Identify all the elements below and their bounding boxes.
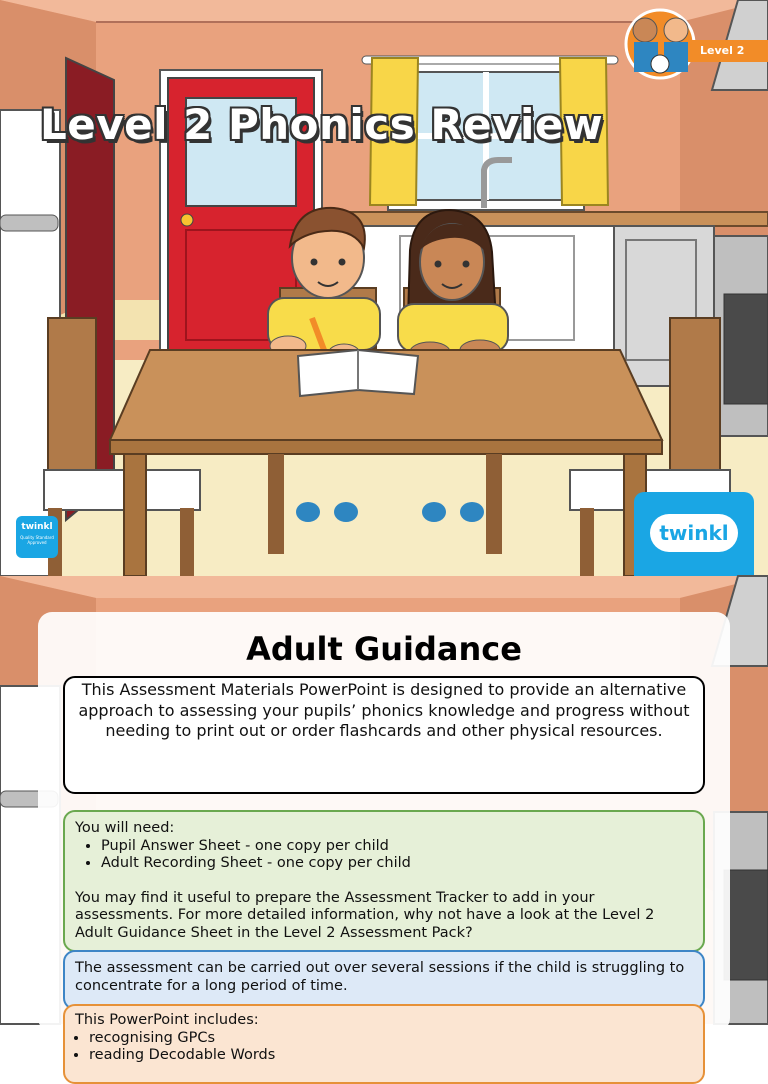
preparation-note: You may find it useful to prepare the Assessment Tracker to add in your assessments. For more detailed information, why not have a look at the Level 2 Adult Guidance Sheet in the Level 2 Assessment Pack? [75, 889, 655, 941]
twinkl-logo-text: twinkl [650, 514, 738, 552]
list-item: • recognising GPCs [89, 1030, 693, 1048]
slide-title: Level 2 Phonics Review [40, 100, 604, 149]
badge-brand: twinkl [21, 522, 53, 532]
includes-list [75, 1030, 693, 1065]
you-will-need-label: You will need: [75, 820, 175, 836]
includes-box [63, 1004, 705, 1084]
guidance-heading: Adult Guidance [246, 630, 522, 668]
guidance-card [38, 612, 730, 1063]
you-will-need-list [75, 838, 693, 873]
includes-label: This PowerPoint includes: [75, 1012, 259, 1028]
level-tab: Level 2 [688, 40, 768, 62]
list-item: • Pupil Answer Sheet - one copy per child [101, 838, 693, 856]
badge-caption: Quality Standard Approved [20, 535, 54, 545]
list-item: • reading Decodable Words [89, 1047, 693, 1065]
intro-text: This Assessment Materials PowerPoint is designed to provide an alternative approach to assessing your pupils’ phonics knowledge and progress without needing to print out or order flashcards and other physical resources. [78, 680, 690, 740]
you-will-need-box [63, 810, 705, 952]
sessions-box [63, 950, 705, 1010]
twinkl-logo [634, 492, 754, 576]
adult-guidance-slide [0, 576, 768, 1063]
intro-box [63, 676, 705, 794]
sessions-note: The assessment can be carried out over several sessions if the child is struggling to concentrate for a long period of time. [75, 960, 685, 994]
quality-standard-badge [16, 516, 58, 558]
list-item: • Adult Recording Sheet - one copy per child [101, 855, 693, 873]
